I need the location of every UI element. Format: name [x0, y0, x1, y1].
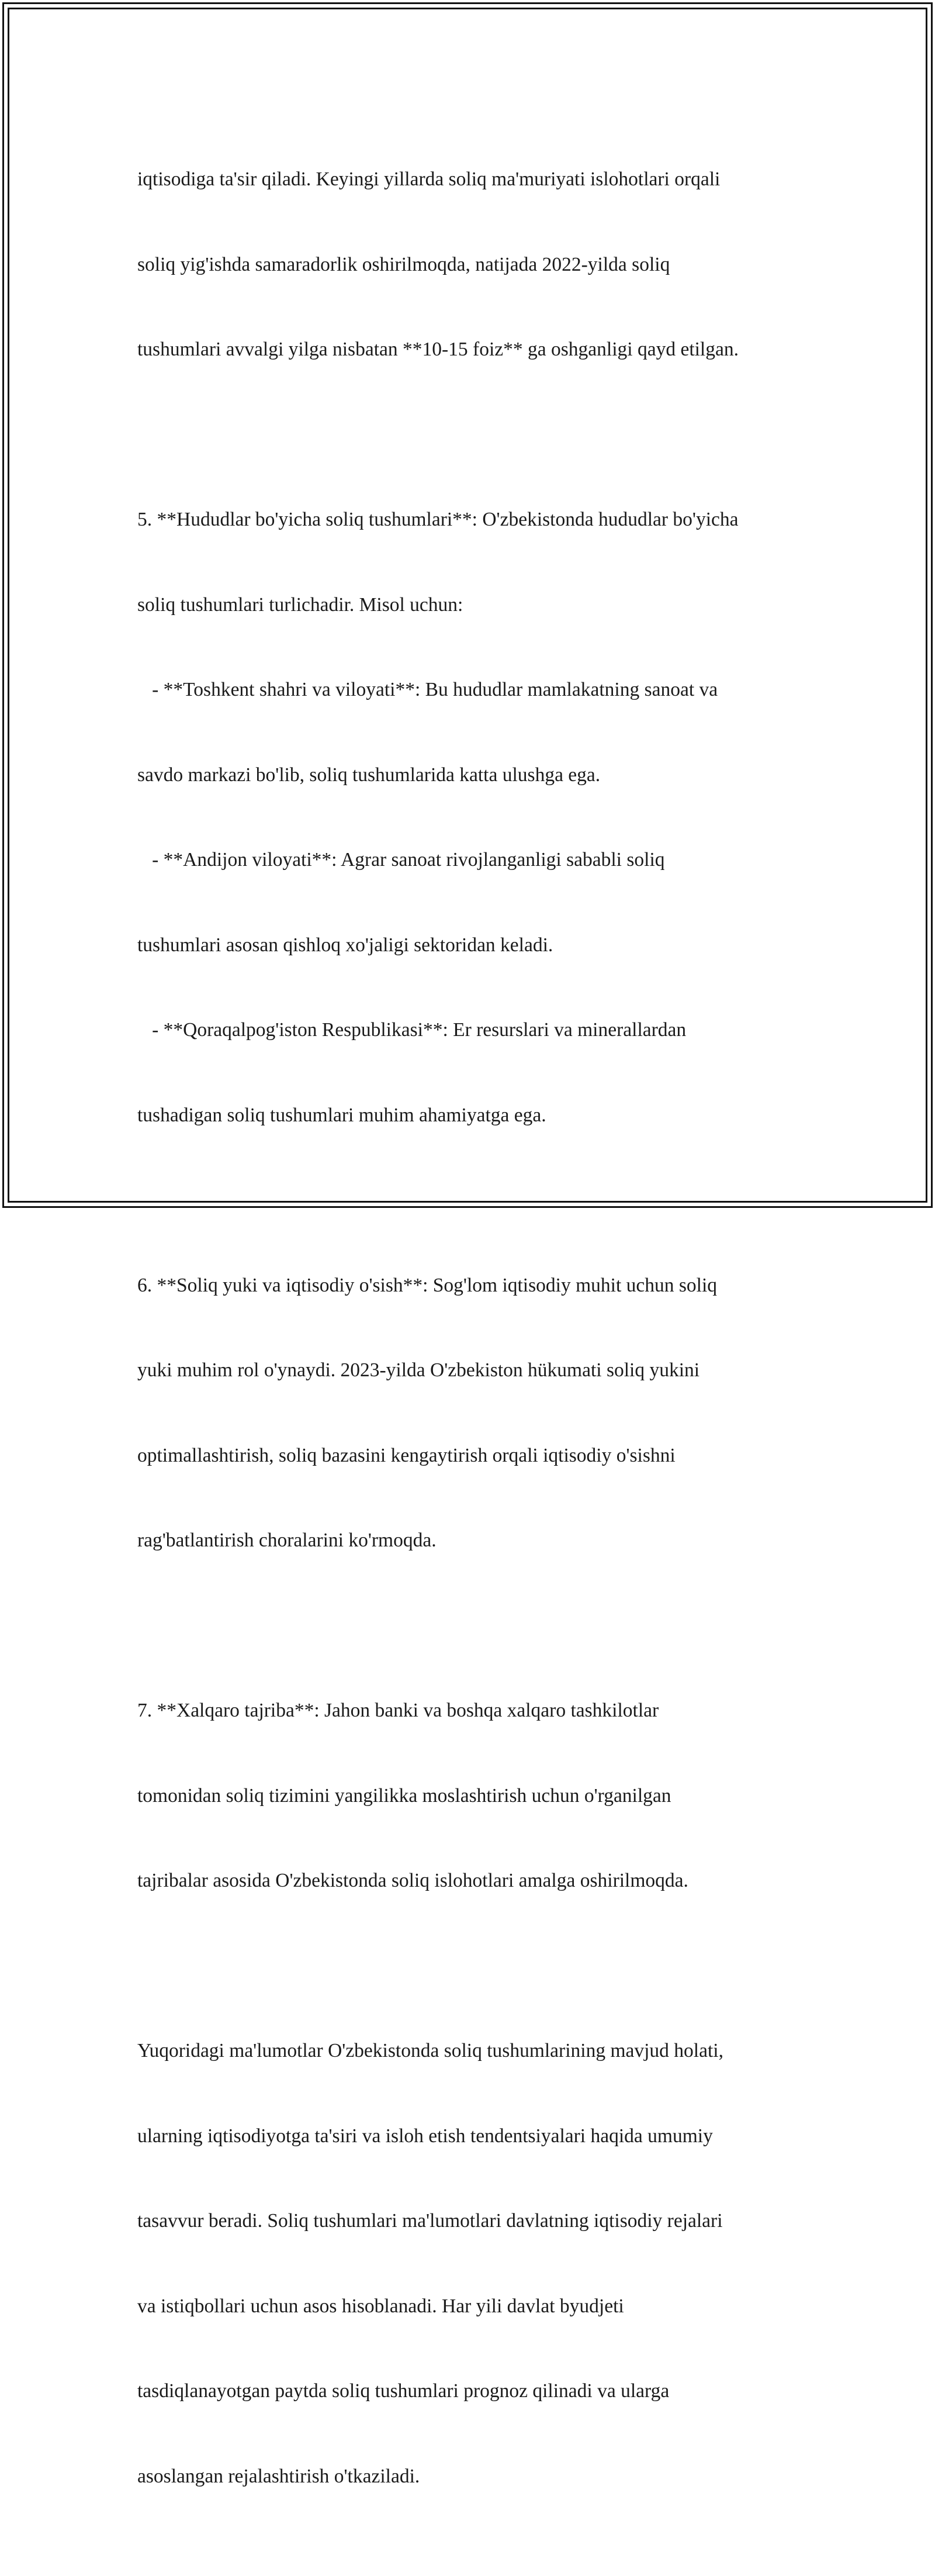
paragraph-conclusion: [137, 1980, 827, 2547]
list-item-line: - **Qoraqalpog'iston Respublikasi**: Er resurslari va minerallardan: [137, 1019, 687, 1041]
paragraph-international-experience: [137, 1640, 827, 1952]
list-item-line: - **Toshkent shahri va viloyati**: Bu hududlar mamlakatning sanoat va: [137, 679, 718, 700]
text-line: yuki muhim rol o'ynaydi. 2023-yilda O'zbekiston hükumati soliq yukini: [137, 1359, 700, 1381]
paragraph-tax-administration: [137, 109, 827, 421]
text-line: rag'batlantirish choralarini ko'rmoqda.: [137, 1529, 437, 1551]
text-line: soliq tushumlari turlichadir. Misol uchun:: [137, 593, 463, 616]
text-line: tushumlari asosan qishloq xo'jaligi sektoridan keladi.: [137, 934, 553, 956]
text-line: tasdiqlanayotgan paytda soliq tushumlari prognoz qilinadi va ularga: [137, 2380, 670, 2402]
text-line: soliq yig'ishda samaradorlik oshirilmoqda, natijada 2022-yilda soliq: [137, 253, 670, 275]
paragraph-tax-burden: [137, 1215, 827, 1612]
paragraph-regional-tax-revenue: [137, 449, 827, 1186]
text-line: 5. **Hududlar bo'yicha soliq tushumlari**: O'zbekistonda hududlar bo'yicha: [137, 509, 739, 530]
text-line: va istiqbollari uchun asos hisoblanadi. Har yili davlat byudjeti: [137, 2295, 624, 2317]
list-item-line: - **Andijon viloyati**: Agrar sanoat rivojlanganligi sababli soliq: [137, 849, 665, 871]
text-line: asoslangan rejalashtirish o'tkaziladi.: [137, 2465, 420, 2487]
text-line: Yuqoridagi ma'lumotlar O'zbekistonda soliq tushumlarining mavjud holati,: [137, 2040, 723, 2062]
text-line: tajribalar asosida O'zbekistonda soliq islohotlari amalga oshirilmoqda.: [137, 1870, 688, 1891]
text-line: 6. **Soliq yuki va iqtisodiy o'sish**: Sog'lom iqtisodiy muhit uchun soliq: [137, 1274, 718, 1296]
text-line: tushumlari avvalgi yilga nisbatan **10-15 foiz** ga oshganligi qayd etilgan.: [137, 339, 739, 360]
text-line: savdo markazi bo'lib, soliq tushumlarida katta ulushga ega.: [137, 764, 601, 786]
text-line: 7. **Xalqaro tajriba**: Jahon banki va boshqa xalqaro tashkilotlar: [137, 1700, 659, 1721]
text-line: optimallashtirish, soliq bazasini kengaytirish orqali iqtisodiy o'sishni: [137, 1444, 676, 1466]
document-body: [137, 109, 827, 2576]
text-line: tasavvur beradi. Soliq tushumlari ma'lumotlari davlatning iqtisodiy rejalari: [137, 2210, 723, 2232]
text-line: tomonidan soliq tizimini yangilikka moslashtirish uchun o'rganilgan: [137, 1784, 671, 1807]
text-line: ularning iqtisodiyotga ta'siri va isloh etish tendentsiyalari haqida umumiy: [137, 2125, 713, 2147]
text-line: iqtisodiga ta'sir qiladi. Keyingi yillarda soliq ma'muriyati islohotlari orqali: [137, 168, 721, 190]
text-line: tushadigan soliq tushumlari muhim ahamiyatga ega.: [137, 1104, 546, 1126]
